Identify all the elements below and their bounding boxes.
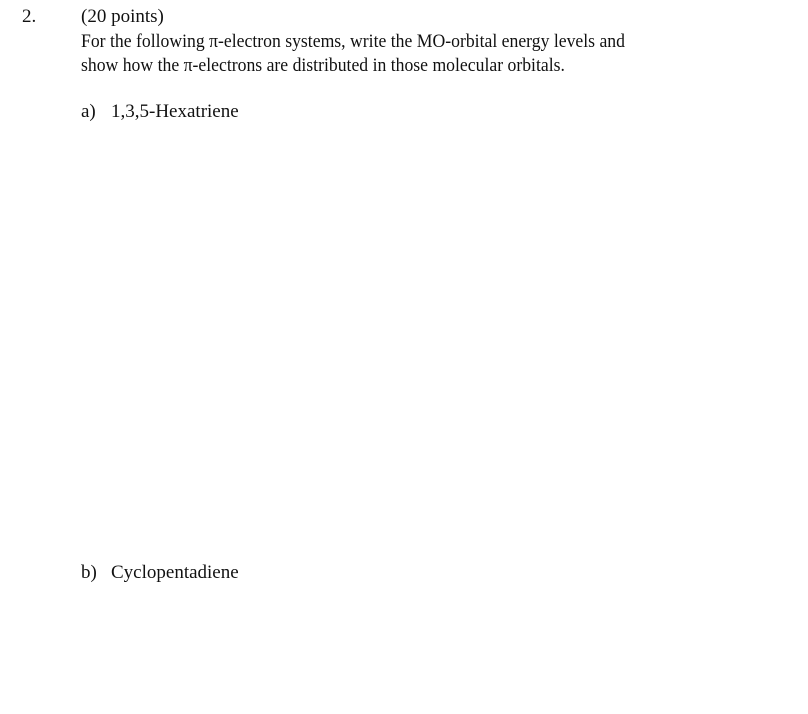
question-points: (20 points) <box>81 6 164 27</box>
part-a-label: a) <box>81 101 96 122</box>
part-a-text: 1,3,5-Hexatriene <box>111 101 239 122</box>
part-b-label: b) <box>81 562 97 583</box>
question-text-line1: For the following π-electron systems, write the MO-orbital energy levels and <box>81 31 625 52</box>
part-b-text: Cyclopentadiene <box>111 562 239 583</box>
question-text-line2: show how the π-electrons are distributed in those molecular orbitals. <box>81 55 565 76</box>
question-number: 2. <box>22 6 37 27</box>
